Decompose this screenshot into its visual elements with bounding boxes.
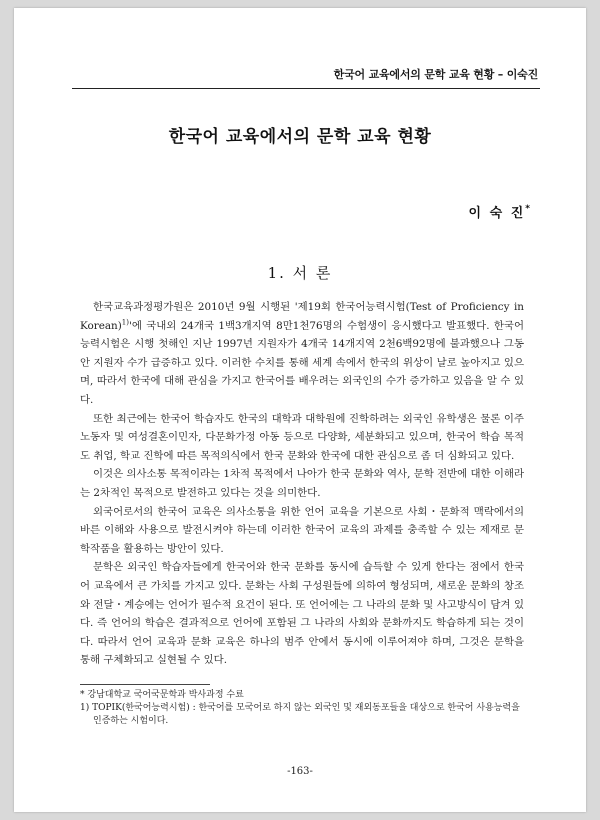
footnote-author-mark: * xyxy=(80,690,85,700)
footnote-1-text: TOPIK(한국어능력시험) : 한국어를 모국어로 하지 않는 외국인 및 재외동포들을 대상으로 한국어 사용능력을 인증하는 시험이다. xyxy=(92,703,520,726)
paragraph-5: 문학은 외국인 학습자들에게 한국어와 한국 문화를 동시에 습득할 수 있게 한다는 점에서 한국어 교육에서 큰 가치를 가지고 있다. 문화는 사회 구성원들에 의하여 형성되며, 새로운 문화의 창조와 전달・계승에는 언어가 필수적 요건이 된다. 또 언어에는 그 나라의 문화 및 사고방식이 담겨 있다. 즉 언어의 학습은 결과적으로 언어에 포함된 그 나라의 사회와 문화까지도 학습하게 되는 것이다. 따라서 언어 교육과 문화 교육은 하나의 범주 안에서 동시에 이루어져야 하며, 그것은 문학을 통해 구체화되고 실현될 수 있다. xyxy=(80,561,524,667)
footnote-1-mark: 1) xyxy=(80,703,90,713)
paragraph-2: 또한 최근에는 한국어 학습자도 한국의 대학과 대학원에 진학하려는 외국인 유학생은 물론 이주노동자 및 여성결혼이민자, 다문화가정 아동 등으로 다양화, 세분화되고 있으며, 한국어 학습 목적도 취업, 학교 진학에 따른 목적의식에서 한국 문화와 한국에 대한 관심으로 좀 더 심화되고 있다. xyxy=(80,412,524,462)
document-page xyxy=(14,8,586,812)
author-footnote-mark: * xyxy=(525,204,530,214)
section-heading: 1. 서 론 xyxy=(267,264,333,282)
author-name-text: 이 숙 진 xyxy=(468,206,526,221)
footnote-ref-1: 1) xyxy=(121,318,129,327)
paragraph-4: 외국어로서의 한국어 교육은 의사소통을 위한 언어 교육을 기본으로 사회・문화적 맥락에서의 바른 이해와 사용으로 발전시켜야 하는데 이러한 한국어 교육의 과제를 충족할 수 있는 제재로 문학작품을 활용하는 방안이 있다. xyxy=(80,505,524,555)
body-text xyxy=(80,298,524,670)
paragraph-1-text-a: 한국교육과정평가원은 2010년 9월 시행된 '제19회 한국어능력시험(Test of Proficiency in Korean) xyxy=(80,301,524,332)
header-rule xyxy=(72,88,540,89)
running-head: 한국어 교육에서의 문학 교육 현황 – 이숙진 xyxy=(333,68,538,81)
page-number: -163- xyxy=(287,766,313,777)
footnote-author xyxy=(80,689,524,702)
paragraph-1 xyxy=(80,298,524,410)
footnote-rule xyxy=(80,684,210,685)
paper-title: 한국어 교육에서의 문학 교육 현황 xyxy=(168,127,432,147)
author-name xyxy=(469,202,530,221)
footnote-1 xyxy=(80,702,524,728)
footnotes xyxy=(80,689,524,728)
paragraph-3: 이것은 의사소통 목적이라는 1차적 목적에서 나아가 한국 문화와 역사, 문학 전반에 대한 이해라는 2차적인 목적으로 발전하고 있다는 것을 의미한다. xyxy=(80,468,524,499)
paragraph-1-text-b: '에 국내외 24개국 1백3개지역 8만1천76명의 수험생이 응시했다고 발표했다. 한국어능력시험은 시행 첫해인 지난 1997년 지원자가 4개국 14개지역 2천6백92명에 불과했으나 그동안 지원자 수가 급증하고 있다. 이러한 수치를 통해 세계 속에서 한국의 위상이 날로 높아지고 있으며, 따라서 한국에 대해 관심을 가지고 한국어를 배우려는 외국인의 수가 증가하고 있음을 알 수 있다. xyxy=(80,319,524,406)
footnote-author-text: 강남대학교 국어국문학과 박사과정 수료 xyxy=(87,690,244,700)
